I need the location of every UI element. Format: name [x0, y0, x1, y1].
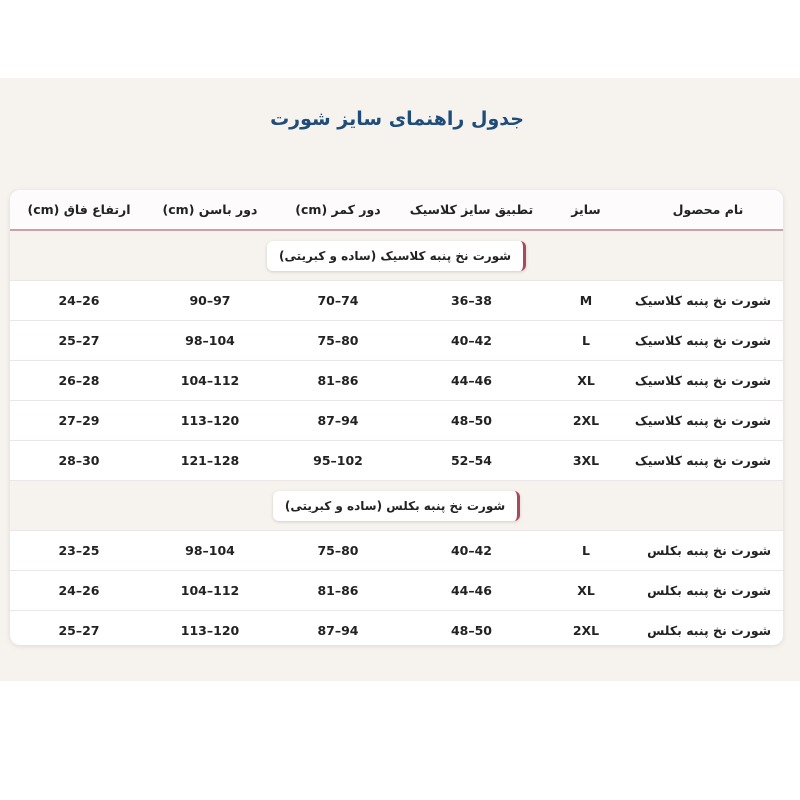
- cell-leg: 23–25: [10, 531, 148, 571]
- cell-fit: 52–54: [404, 441, 539, 481]
- header-product-name: نام محصول: [633, 190, 783, 230]
- cell-hip: 113–120: [180, 623, 240, 638]
- cell-fit: 36–38: [404, 281, 539, 321]
- cell-fit: 48–50: [450, 623, 493, 638]
- header-fit: تطبیق سایز کلاسیک: [404, 190, 539, 230]
- cell-size: M: [539, 281, 633, 321]
- cell-hip: 104–112: [148, 571, 272, 611]
- table-row: [10, 531, 783, 571]
- group-row-beckles: [10, 481, 783, 531]
- cell-waist: 87–94: [272, 401, 404, 441]
- table-row: [10, 441, 783, 481]
- cell-hip: 98–104: [148, 321, 272, 361]
- cell-name: شورت نخ پنبه کلاسیک: [633, 361, 783, 401]
- table-row: [10, 571, 783, 611]
- cell-leg: 25–27: [10, 321, 148, 361]
- cell-waist: 81–86: [272, 361, 404, 401]
- size-table-card: [10, 190, 783, 645]
- cell-waist: 75–80: [272, 321, 404, 361]
- table-row: [10, 611, 783, 646]
- cell-name: شورت نخ پنبه کلاسیک: [633, 441, 783, 481]
- cell-fit: 48–50: [404, 401, 539, 441]
- header-leg: ارتفاع فاق (cm): [10, 190, 148, 230]
- header-waist: دور کمر (cm): [272, 190, 404, 230]
- cell-fit: 44–46: [404, 361, 539, 401]
- cell-waist: 95–102: [272, 441, 404, 481]
- cell-name: شورت نخ پنبه کلاسیک: [633, 281, 783, 321]
- table-body: [10, 230, 783, 645]
- cell-name: شورت نخ پنبه بکلس: [633, 531, 783, 571]
- group-label: شورت نخ پنبه بکلس (ساده و کبریتی): [273, 491, 520, 521]
- cell-waist: 75–80: [272, 531, 404, 571]
- table-row: [10, 361, 783, 401]
- cell-size: 2XL: [572, 623, 600, 638]
- cell-leg: 24–26: [10, 571, 148, 611]
- cell-fit: 40–42: [404, 321, 539, 361]
- table-row: [10, 281, 783, 321]
- cell-name: شورت نخ پنبه کلاسیک: [633, 321, 783, 361]
- cell-leg: 28–30: [10, 441, 148, 481]
- cell-hip: 104–112: [148, 361, 272, 401]
- cell-size: L: [539, 321, 633, 361]
- cell-hip: 98–104: [148, 531, 272, 571]
- header-size: سایز: [539, 190, 633, 230]
- cell-size: XL: [539, 361, 633, 401]
- cell-fit: 44–46: [404, 571, 539, 611]
- header-hip: دور باسن (cm): [148, 190, 272, 230]
- cell-name: شورت نخ پنبه کلاسیک: [633, 401, 783, 441]
- cell-leg: 27–29: [10, 401, 148, 441]
- cell-size: XL: [539, 571, 633, 611]
- header-row: [10, 190, 783, 230]
- cell-waist: 81–86: [272, 571, 404, 611]
- cell-leg: 24–26: [10, 281, 148, 321]
- cell-name: شورت نخ پنبه بکلس: [647, 623, 771, 638]
- cell-hip: 121–128: [148, 441, 272, 481]
- group-row-classic: [10, 230, 783, 281]
- table-row: [10, 321, 783, 361]
- page-title: جدول راهنمای سایز شورت: [270, 108, 524, 130]
- cell-hip: 113–120: [148, 401, 272, 441]
- cell-size: 2XL: [539, 401, 633, 441]
- cell-leg: 25–27: [58, 623, 100, 638]
- cell-leg: 26–28: [10, 361, 148, 401]
- group-label: شورت نخ پنبه کلاسیک (ساده و کبریتی): [267, 241, 526, 271]
- cell-hip: 90–97: [148, 281, 272, 321]
- table-header: [10, 190, 783, 230]
- size-table: [10, 190, 783, 645]
- cell-fit: 40–42: [404, 531, 539, 571]
- table-row: [10, 401, 783, 441]
- cell-size: 3XL: [539, 441, 633, 481]
- cell-size: L: [539, 531, 633, 571]
- cell-waist: 70–74: [272, 281, 404, 321]
- cell-name: شورت نخ پنبه بکلس: [633, 571, 783, 611]
- cell-waist: 87–94: [317, 623, 359, 638]
